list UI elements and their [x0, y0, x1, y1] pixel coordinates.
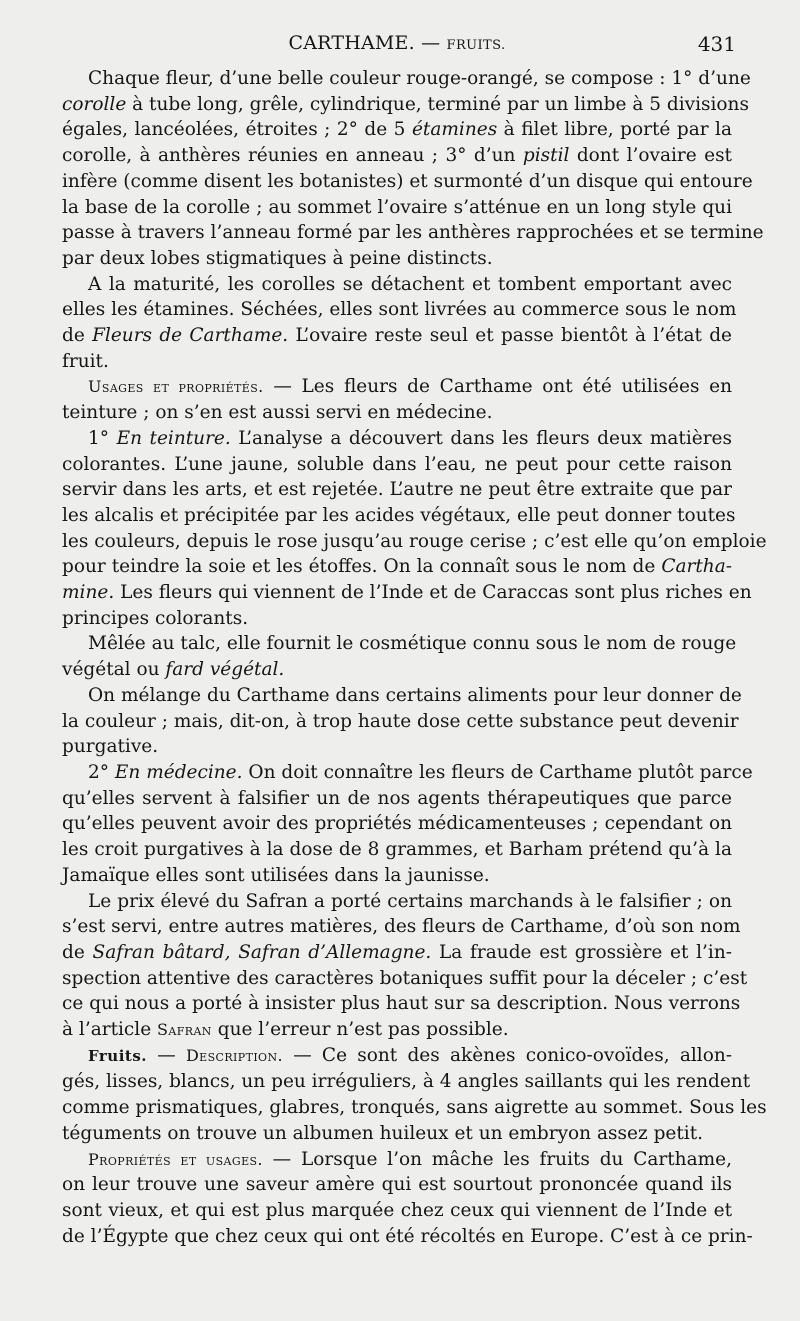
- paragraph: [62, 374, 732, 425]
- text-run: pour teindre la soie et les étoffes. On la connaît sous le nom de: [62, 556, 662, 578]
- text-run: qu’elles servent à falsifier un de nos agents thérapeutiques que parce: [62, 787, 732, 809]
- text-run: les alcalis et précipitée par les acides végétaux, elle peut donner toutes: [62, 504, 736, 526]
- text-line: [62, 1069, 751, 1095]
- text-line: [62, 1172, 732, 1198]
- text-run: la couleur ; mais, dit-on, à trop haute dose cette substance peut devenir: [62, 710, 739, 732]
- text-run: On doit connaître les fleurs de Carthame plutôt parce: [242, 761, 753, 783]
- text-run: fruit.: [62, 350, 109, 372]
- text-line: [62, 734, 732, 760]
- text-line: [62, 1017, 732, 1043]
- italic-run: fard végétal.: [165, 659, 285, 681]
- text-line: [62, 940, 732, 966]
- page: [62, 32, 767, 1249]
- text-line: [62, 863, 732, 889]
- text-line: [62, 606, 732, 632]
- text-run: Jamaïque elles sont utilisées dans la jaunisse.: [62, 864, 490, 886]
- text-run: Le prix élevé du Safran a porté certains marchands à le falsifier ; on: [88, 890, 732, 912]
- paragraph: [62, 1147, 753, 1250]
- text-run: corolle, à anthères réunies en anneau ; 3° d’un: [62, 145, 523, 167]
- bold-heading: Fruits.: [88, 1046, 147, 1065]
- text-run: — Ce sont des akènes conico-ovoïdes, allon-: [283, 1044, 732, 1066]
- italic-run: étamines: [411, 119, 498, 141]
- text-line: [62, 631, 737, 657]
- text-run: elles les étamines. Séchées, elles sont livrées au commerce sous le nom: [62, 299, 737, 321]
- text-run: qu’elles peuvent avoir des propriétés médicamenteuses ; cependant on: [62, 813, 732, 835]
- text-line: [62, 1121, 732, 1147]
- text-run: principes colorants.: [62, 607, 249, 629]
- text-line: [62, 760, 753, 786]
- text-run: passe à travers l’anneau formé par les anthères rapprochées et se termine: [62, 222, 764, 244]
- text-run: par deux lobes stigmatiques à peine distincts.: [62, 247, 493, 269]
- text-line: [62, 426, 732, 452]
- paragraph: [62, 66, 764, 272]
- text-line: [62, 837, 732, 863]
- text-run: que l’erreur n’est pas possible.: [211, 1019, 509, 1041]
- text-run: Chaque fleur, d’une belle couleur rouge-orangé, se compose : 1° d’une: [88, 68, 751, 89]
- text-line: [62, 1043, 732, 1070]
- text-run: on leur trouve une saveur amère qui est sourtout prononcée quand ils: [62, 1174, 732, 1196]
- italic-run: Fleurs de Carthame.: [92, 325, 289, 347]
- small-caps-heading: Propriétés et usages.: [88, 1149, 263, 1169]
- text-run: La fraude est grossière et l’in-: [431, 941, 732, 963]
- text-line: [62, 683, 742, 709]
- text-run: servir dans les arts, et est rejetée. L’autre ne peut être extraite que par: [62, 479, 732, 501]
- text-run: Les fleurs qui viennent de l’Inde et de Caraccas sont plus riches en: [114, 582, 752, 604]
- text-line: [62, 374, 732, 400]
- header-dash: —: [421, 32, 441, 54]
- text-line: [62, 966, 748, 992]
- paragraph: [62, 760, 753, 889]
- text-run: spection attentive des caractères botaniques suffit pour la déceler ; c’est: [62, 967, 748, 989]
- text-line: [62, 92, 749, 118]
- body-text: [62, 66, 767, 1249]
- text-run: 1°: [88, 427, 117, 449]
- text-line: [62, 554, 732, 580]
- text-line: [62, 117, 732, 143]
- text-run: à l’article: [62, 1019, 158, 1041]
- text-line: [62, 452, 732, 478]
- running-header: [62, 32, 736, 66]
- text-line: [62, 349, 732, 375]
- header-title: CARTHAME.: [288, 32, 415, 54]
- paragraph: [62, 683, 742, 760]
- text-run: égales, lancéolées, étroites ; 2° de 5: [62, 119, 412, 141]
- text-line: [62, 272, 732, 298]
- text-line: [62, 991, 741, 1017]
- text-run: végétal ou: [62, 659, 166, 681]
- paragraph: [62, 272, 737, 375]
- italic-run: En médecine.: [114, 761, 243, 783]
- text-run: comme prismatiques, glabres, tronqués, sans aigrette au sommet. Sous les: [62, 1097, 767, 1119]
- text-run: s’est servi, entre autres matières, des fleurs de Carthame, d’où son nom: [62, 916, 741, 938]
- text-run: gés, lisses, blancs, un peu irréguliers, à 4 angles saillants qui les rendent: [62, 1071, 751, 1093]
- text-line: [62, 195, 732, 221]
- header-title-group: [62, 32, 732, 54]
- text-line: [62, 323, 732, 349]
- text-line: [62, 529, 767, 555]
- text-line: [62, 580, 752, 606]
- text-run: On mélange du Carthame dans certains aliments pour leur donner de: [88, 684, 742, 706]
- text-run: L’analyse a découvert dans les fleurs deux matières: [230, 427, 732, 449]
- italic-run: Safran bâtard, Safran d’Allemagne.: [92, 941, 432, 963]
- paragraph: [62, 1043, 767, 1147]
- text-run: infère (comme disent les botanistes) et surmonté d’un disque qui entoure: [62, 170, 753, 192]
- text-line: [62, 220, 764, 246]
- text-run: teinture ; on s’en est aussi servi en médecine.: [62, 402, 493, 424]
- paragraph: [62, 889, 748, 1043]
- text-line: [62, 66, 751, 92]
- paragraph: [62, 426, 767, 632]
- text-line: [62, 709, 739, 735]
- italic-run: mine.: [62, 582, 115, 604]
- italic-run: corolle: [62, 93, 127, 115]
- text-run: à tube long, grêle, cylindrique, terminé par un limbe à 5 divisions: [126, 93, 749, 115]
- text-run: —: [147, 1044, 186, 1066]
- text-run: — Lorsque l’on mâche les fruits du Carthame,: [262, 1148, 732, 1170]
- text-run: de: [62, 941, 93, 963]
- small-caps-heading: Safran: [157, 1020, 212, 1040]
- text-run: L’ovaire reste seul et passe bientôt à l’état de: [288, 325, 732, 347]
- text-run: dont l’ovaire est: [569, 145, 732, 167]
- text-line: [62, 143, 732, 169]
- text-line: [62, 786, 732, 812]
- italic-run: pistil: [522, 145, 570, 167]
- text-run: téguments on trouve un albumen huileux et un embryon assez petit.: [62, 1122, 704, 1144]
- text-run: 2°: [88, 761, 115, 783]
- text-run: — Les fleurs de Carthame ont été utilisées en: [263, 376, 732, 398]
- text-line: [62, 1095, 767, 1121]
- text-line: [62, 297, 737, 323]
- text-line: [62, 400, 732, 426]
- text-line: [62, 889, 732, 915]
- header-subtitle: FRUITS.: [446, 38, 506, 53]
- text-line: [62, 811, 732, 837]
- text-line: [62, 914, 741, 940]
- text-line: [62, 477, 732, 503]
- text-run: sont vieux, et qui est plus marquée chez ceux qui viennent de l’Inde et: [62, 1199, 732, 1221]
- text-run: A la maturité, les corolles se détachent et tombent emportant avec: [88, 273, 732, 295]
- text-run: purgative.: [62, 736, 159, 758]
- text-run: la base de la corolle ; au sommet l’ovaire s’atténue en un long style qui: [62, 196, 732, 218]
- text-run: ce qui nous a porté à insister plus haut sur sa description. Nous verrons: [62, 993, 741, 1015]
- text-run: les croit purgatives à la dose de 8 grammes, et Barham prétend qu’à la: [62, 839, 732, 861]
- text-run: de: [62, 325, 93, 347]
- text-line: [62, 1198, 732, 1224]
- text-line: [62, 1224, 753, 1250]
- text-line: [62, 169, 753, 195]
- italic-run: Cartha-: [661, 556, 732, 578]
- text-run: les couleurs, depuis le rose jusqu’au rouge cerise ; c’est elle qu’on emploie: [62, 530, 767, 552]
- text-line: [62, 503, 736, 529]
- small-caps-heading: Usages et propriétés.: [88, 377, 264, 397]
- text-line: [62, 657, 732, 683]
- text-run: Mêlée au talc, elle fournit le cosmétique connu sous le nom de rouge: [88, 633, 737, 655]
- text-line: [62, 246, 732, 272]
- italic-run: En teinture.: [116, 427, 231, 449]
- text-run: colorantes. L’une jaune, soluble dans l’eau, ne peut pour cette raison: [62, 453, 732, 475]
- paragraph: [62, 631, 737, 682]
- text-run: à filet libre, porté par la: [497, 119, 732, 141]
- page-number: 431: [697, 32, 736, 56]
- text-run: de l’Égypte que chez ceux qui ont été récoltés en Europe. C’est à ce prin-: [62, 1225, 753, 1247]
- small-caps-heading: Description.: [185, 1045, 283, 1065]
- text-line: [62, 1147, 732, 1173]
